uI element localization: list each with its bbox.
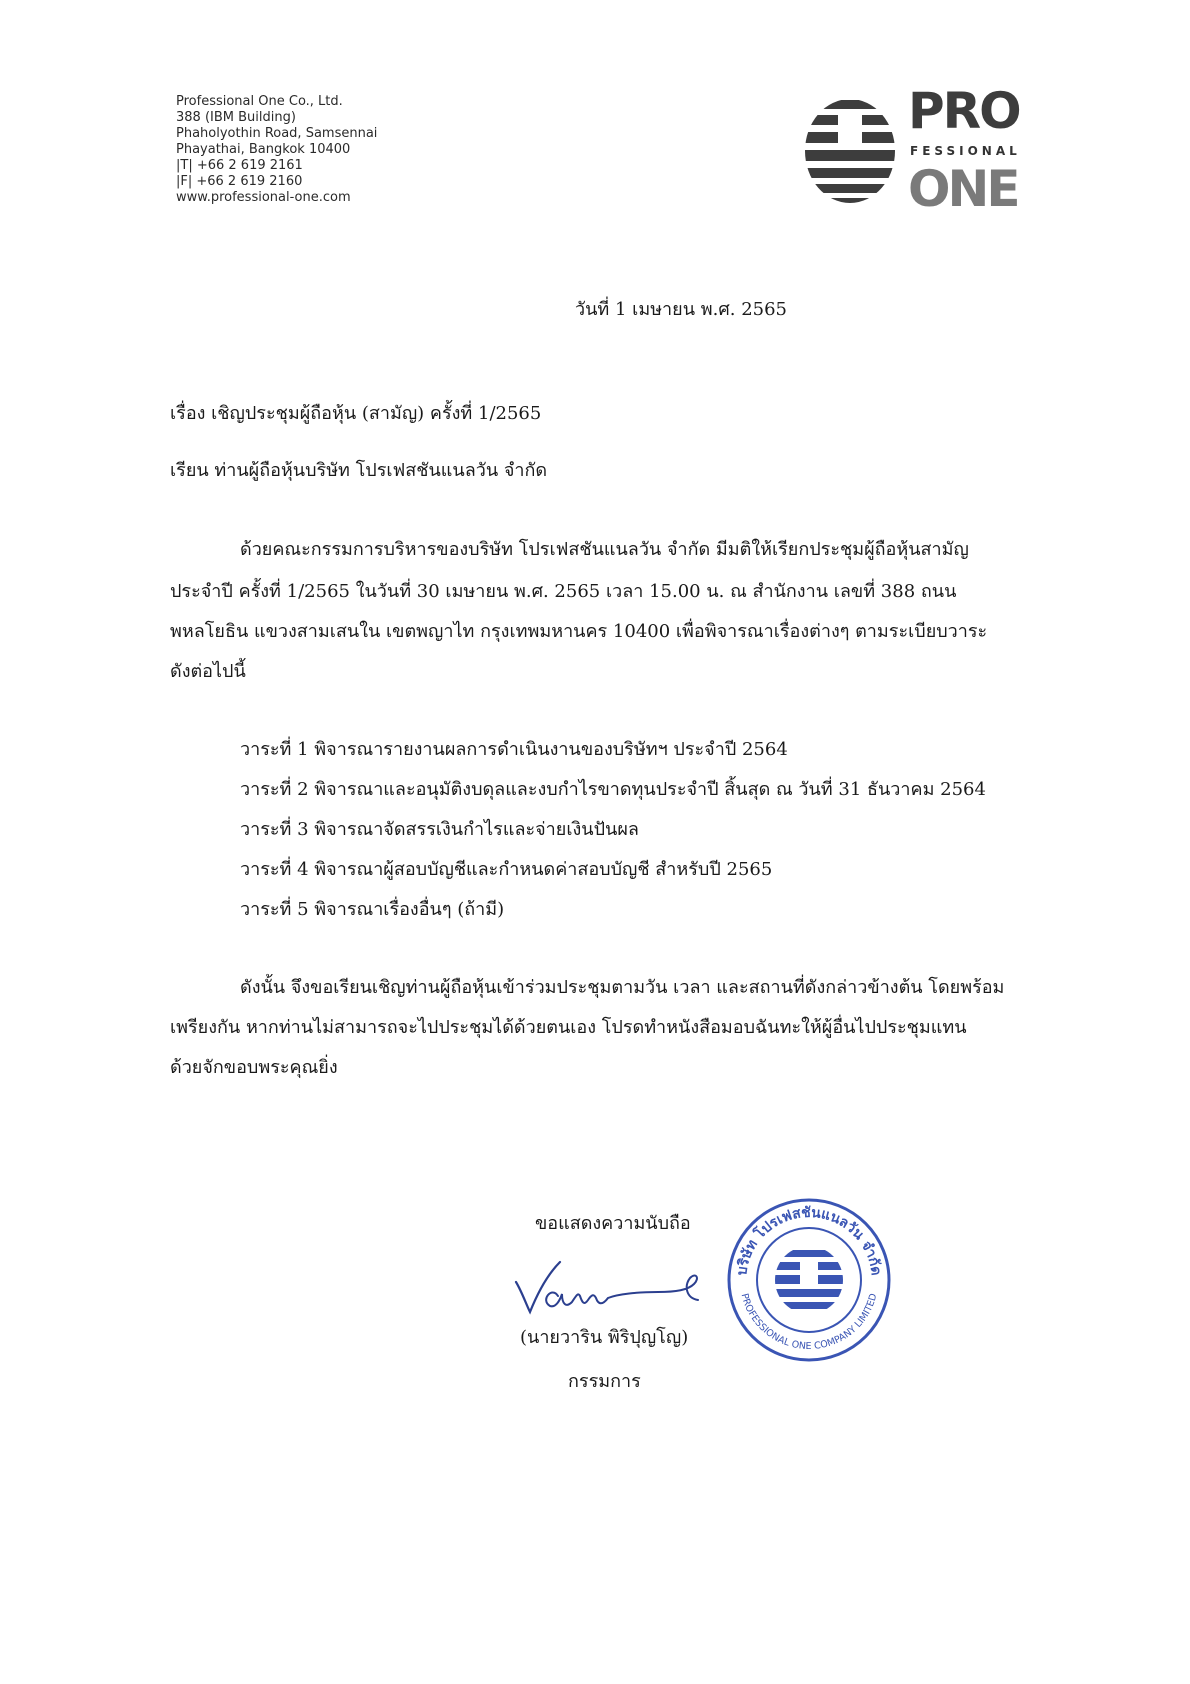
body-paragraph-1-line-2: ประจำปี ครั้งที่ 1/2565 ในวันที่ 30 เมษายน พ.ศ. 2565 เวลา 15.00 น. ณ สำนักงาน เลขที่ 388 ถนน (170, 581, 957, 602)
globe-logo-icon (800, 92, 900, 210)
address-line-road: Phaholyothin Road, Samsennai (176, 126, 378, 141)
phone-number: |T| +66 2 619 2161 (176, 158, 303, 173)
body-paragraph-1-line-4: ดังต่อไปนี้ (170, 661, 246, 682)
company-name: Professional One Co., Ltd. (176, 94, 343, 109)
handwritten-signature (508, 1252, 728, 1318)
letter-recipient: เรียน ท่านผู้ถือหุ้นบริษัท โปรเฟสชันแนลวัน จำกัด (170, 460, 548, 481)
logo-one-text: ONE (908, 160, 1018, 218)
agenda-item-2: วาระที่ 2 พิจารณาและอนุมัติงบดุลและงบกำไรขาดทุนประจำปี สิ้นสุด ณ วันที่ 31 ธันวาคม 2564 (240, 779, 986, 800)
signatory-title: กรรมการ (568, 1371, 641, 1392)
closing-regards: ขอแสดงความนับถือ (535, 1213, 691, 1234)
body-paragraph-2-line-1: ดังนั้น จึงขอเรียนเชิญท่านผู้ถือหุ้นเข้าร่วมประชุมตามวัน เวลา และสถานที่ดังกล่าวข้างต้น โดยพร้อม (240, 977, 1005, 998)
address-line-city: Phayathai, Bangkok 10400 (176, 142, 351, 157)
signatory-name: (นายวาริน พิริปุญโญ) (520, 1327, 689, 1348)
logo-fessional-text: FESSIONAL (910, 144, 1021, 158)
fax-number: |F| +66 2 619 2160 (176, 174, 303, 189)
body-paragraph-2-line-2: เพรียงกัน หากท่านไม่สามารถจะไปประชุมได้ด้วยตนเอง โปรดทำหนังสือมอบฉันทะให้ผู้อื่นไปประชุมแทน (170, 1017, 967, 1038)
stamp-english-text: PROFESSIONAL ONE COMPANY LIMITED (738, 1292, 880, 1353)
agenda-item-1: วาระที่ 1 พิจารณารายงานผลการดำเนินงานของบริษัทฯ ประจำปี 2564 (240, 739, 788, 760)
agenda-item-3: วาระที่ 3 พิจารณาจัดสรรเงินกำไรและจ่ายเงินปันผล (240, 819, 639, 840)
website-url: www.professional-one.com (176, 190, 351, 205)
stamp-thai-text: บริษัท โปรเฟสชันแนลวัน จำกัด (734, 1204, 884, 1277)
company-address-block (176, 94, 377, 206)
letter-date: วันที่ 1 เมษายน พ.ศ. 2565 (575, 299, 788, 320)
logo-pro-text: PRO (908, 82, 1020, 140)
agenda-item-5: วาระที่ 5 พิจารณาเรื่องอื่นๆ (ถ้ามี) (240, 899, 505, 920)
letter-subject: เรื่อง เชิญประชุมผู้ถือหุ้น (สามัญ) ครั้งที่ 1/2565 (170, 403, 542, 424)
company-logo (800, 84, 1048, 234)
body-paragraph-2-line-3: ด้วยจักขอบพระคุณยิ่ง (170, 1057, 338, 1078)
body-paragraph-1-line-3: พหลโยธิน แขวงสามเสนใน เขตพญาไท กรุงเทพมหานคร 10400 เพื่อพิจารณาเรื่องต่างๆ ตามระเบียบวาระ (170, 621, 988, 642)
address-line-building: 388 (IBM Building) (176, 110, 296, 125)
agenda-item-4: วาระที่ 4 พิจารณาผู้สอบบัญชีและกำหนดค่าสอบบัญชี สำหรับปี 2565 (240, 859, 773, 880)
company-seal-stamp (724, 1195, 894, 1365)
body-paragraph-1-line-1: ด้วยคณะกรรมการบริหารของบริษัท โปรเฟสชันแนลวัน จำกัด มีมติให้เรียกประชุมผู้ถือหุ้นสามัญ (240, 539, 969, 560)
